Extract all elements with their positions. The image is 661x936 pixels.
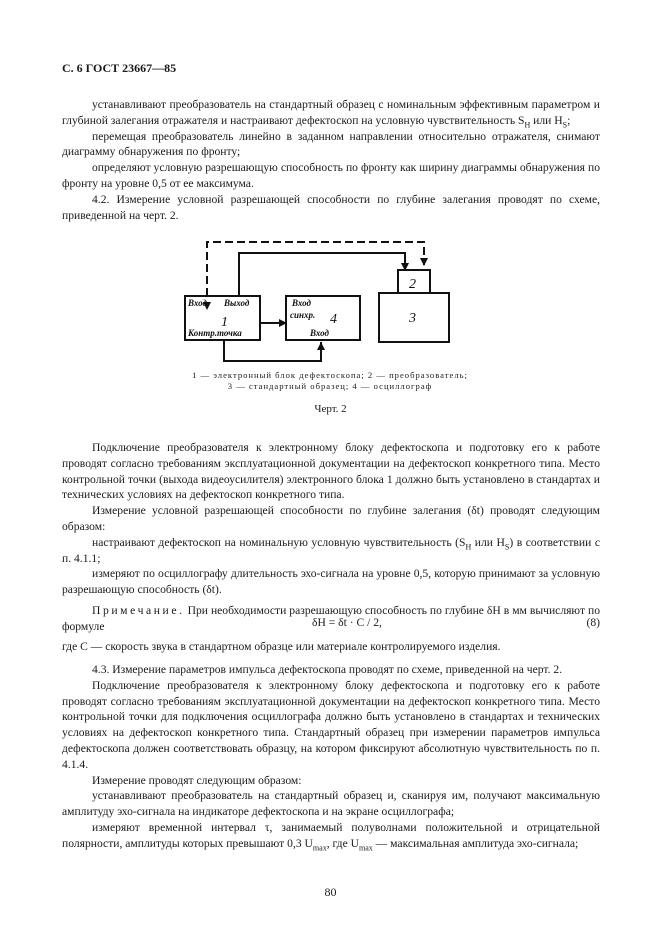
paragraph: где C — скорость звука в стандартном образце или материале контролируемого изделия. — [62, 640, 501, 653]
text-block-3 — [62, 662, 600, 852]
arrow-head — [420, 258, 428, 266]
subscript: H — [465, 542, 472, 552]
subscript: S — [562, 120, 568, 130]
paragraph: Измерение условной разрешающей способности по глубине залегания (δt) проводят следующим образом: — [62, 504, 600, 533]
arrow-head — [317, 342, 325, 350]
paragraph — [62, 97, 600, 129]
text-block-where — [62, 639, 600, 655]
figure-caption-line-1: 1 — электронный блок дефектоскопа; 2 — преобразователь; — [192, 370, 468, 380]
output-connection — [239, 253, 405, 296]
page-header: С. 6 ГОСТ 23667—85 — [62, 61, 177, 75]
block-1-ctrl-label: Контр.точка — [188, 328, 242, 338]
block-1-input-label: Вход — [188, 298, 207, 308]
block-3-number: 3 — [409, 311, 416, 326]
subscript: max — [359, 843, 373, 853]
block-4-number: 4 — [330, 312, 337, 327]
block-1-number: 1 — [221, 315, 228, 330]
text-span: ; — [567, 113, 571, 127]
text-span: ) в соответствии с п. 4.1.1; — [62, 535, 600, 565]
text-span: или H — [471, 535, 505, 549]
formula-number: (8) — [586, 616, 600, 629]
page-number: 80 — [324, 885, 337, 899]
paragraph — [62, 535, 600, 567]
paragraph: 4.2. Измерение условной разрешающей способности по глубине залегания проводят по схеме, приведенной на черт. 2. — [62, 192, 600, 222]
paragraph: перемещая преобразователь линейно в заданном направлении относительно отражателя, снимают диаграмму обнаружения по фронту; — [62, 129, 600, 159]
block-4-input-label: Вход — [292, 298, 311, 308]
text-span: настраивают дефектоскоп на номинальную условную чувствительность (S — [92, 535, 466, 549]
paragraph: 4.3. Измерение параметров импульса дефектоскопа проводят по схеме, приведенной на черт. 2. — [92, 663, 563, 676]
block-2-number: 2 — [409, 277, 416, 292]
paragraph: Измерение проводят следующим образом: — [92, 773, 302, 787]
block-4-input2-label: Вход — [310, 328, 329, 338]
subscript: H — [524, 120, 531, 130]
block-1-output-label: Выход — [224, 298, 250, 308]
paragraph — [62, 820, 600, 852]
formula: δH = δt · C / 2, — [312, 616, 382, 629]
text-span: устанавливают преобразователь на стандартный образец с номинальным эффективным параметром и глубиной залегания отражателя и настраивают дефектоскоп на условную чувствительность S — [62, 98, 600, 127]
text-span: , где U — [326, 836, 359, 850]
note-label: Примечание. — [92, 603, 185, 617]
block-4-sync-label: синхр. — [290, 310, 316, 320]
subscript: S — [504, 542, 510, 552]
text-block-2 — [62, 440, 600, 635]
text-span: или H — [530, 113, 563, 127]
paragraph: устанавливают преобразователь на стандартный образец и, сканируя им, получают максимальную амплитуду эхо-сигнала на индикаторе дефектоскопа и на экране осциллографа; — [62, 789, 600, 819]
figure-caption-line-2: 3 — стандартный образец; 4 — осциллограф — [227, 381, 433, 391]
paragraph: измеряют по осциллографу длительность эхо-сигнала на уровне 0,5, которую принимают за условную разрешающую способность (δt). — [62, 567, 600, 597]
note-text: При необходимости разрешающую способность по глубине δH в мм вычисляют по формуле — [62, 603, 600, 633]
paragraph: Подключение преобразователя к электронному блоку дефектоскопа и подготовку его к работе проводят согласно требованиям эксплуатационной документации на дефектоскоп конкретного типа. Место контрольной точки (выхода видеоусилителя) электронного блока 1 должно быть установлено в стандартах и технических условиях на дефектоскоп конкретного типа. — [62, 441, 600, 502]
text-block-1 — [62, 97, 600, 223]
subscript: max — [312, 843, 327, 853]
text-span: — максимальная амплитуда эхо-сигнала; — [372, 836, 579, 850]
paragraph: определяют условную разрешающую способность по фронту как ширину диаграммы обнаружения по фронту на уровне 0,5 от ее максимума. — [62, 161, 600, 190]
paragraph: Подключение преобразователя к электронному блоку дефектоскопа и подготовку его к работе проводят согласно требованиям эксплуатационной документации на дефектоскоп конкретного типа. Место контрольной точки для подключения осциллографа должно быть установлено в стандартах и технических условиях на дефектоскоп конкретного типа. Стандартный образец при измерении параметров импульса дефектоскопа должен соответствовать образцу, на котором фиксируют абсолютную чувствительность по п. 4.1.4. — [62, 678, 600, 771]
block-diagram — [0, 230, 661, 370]
sync-connection — [224, 340, 321, 361]
figure-label: Черт. 2 — [314, 403, 347, 415]
text-span: измеряют временной интервал τ, занимаемый полуволнами положительной и отрицательной полярности, амплитуды которых превышают 0,3 U — [62, 820, 600, 850]
formula-line — [62, 616, 600, 632]
